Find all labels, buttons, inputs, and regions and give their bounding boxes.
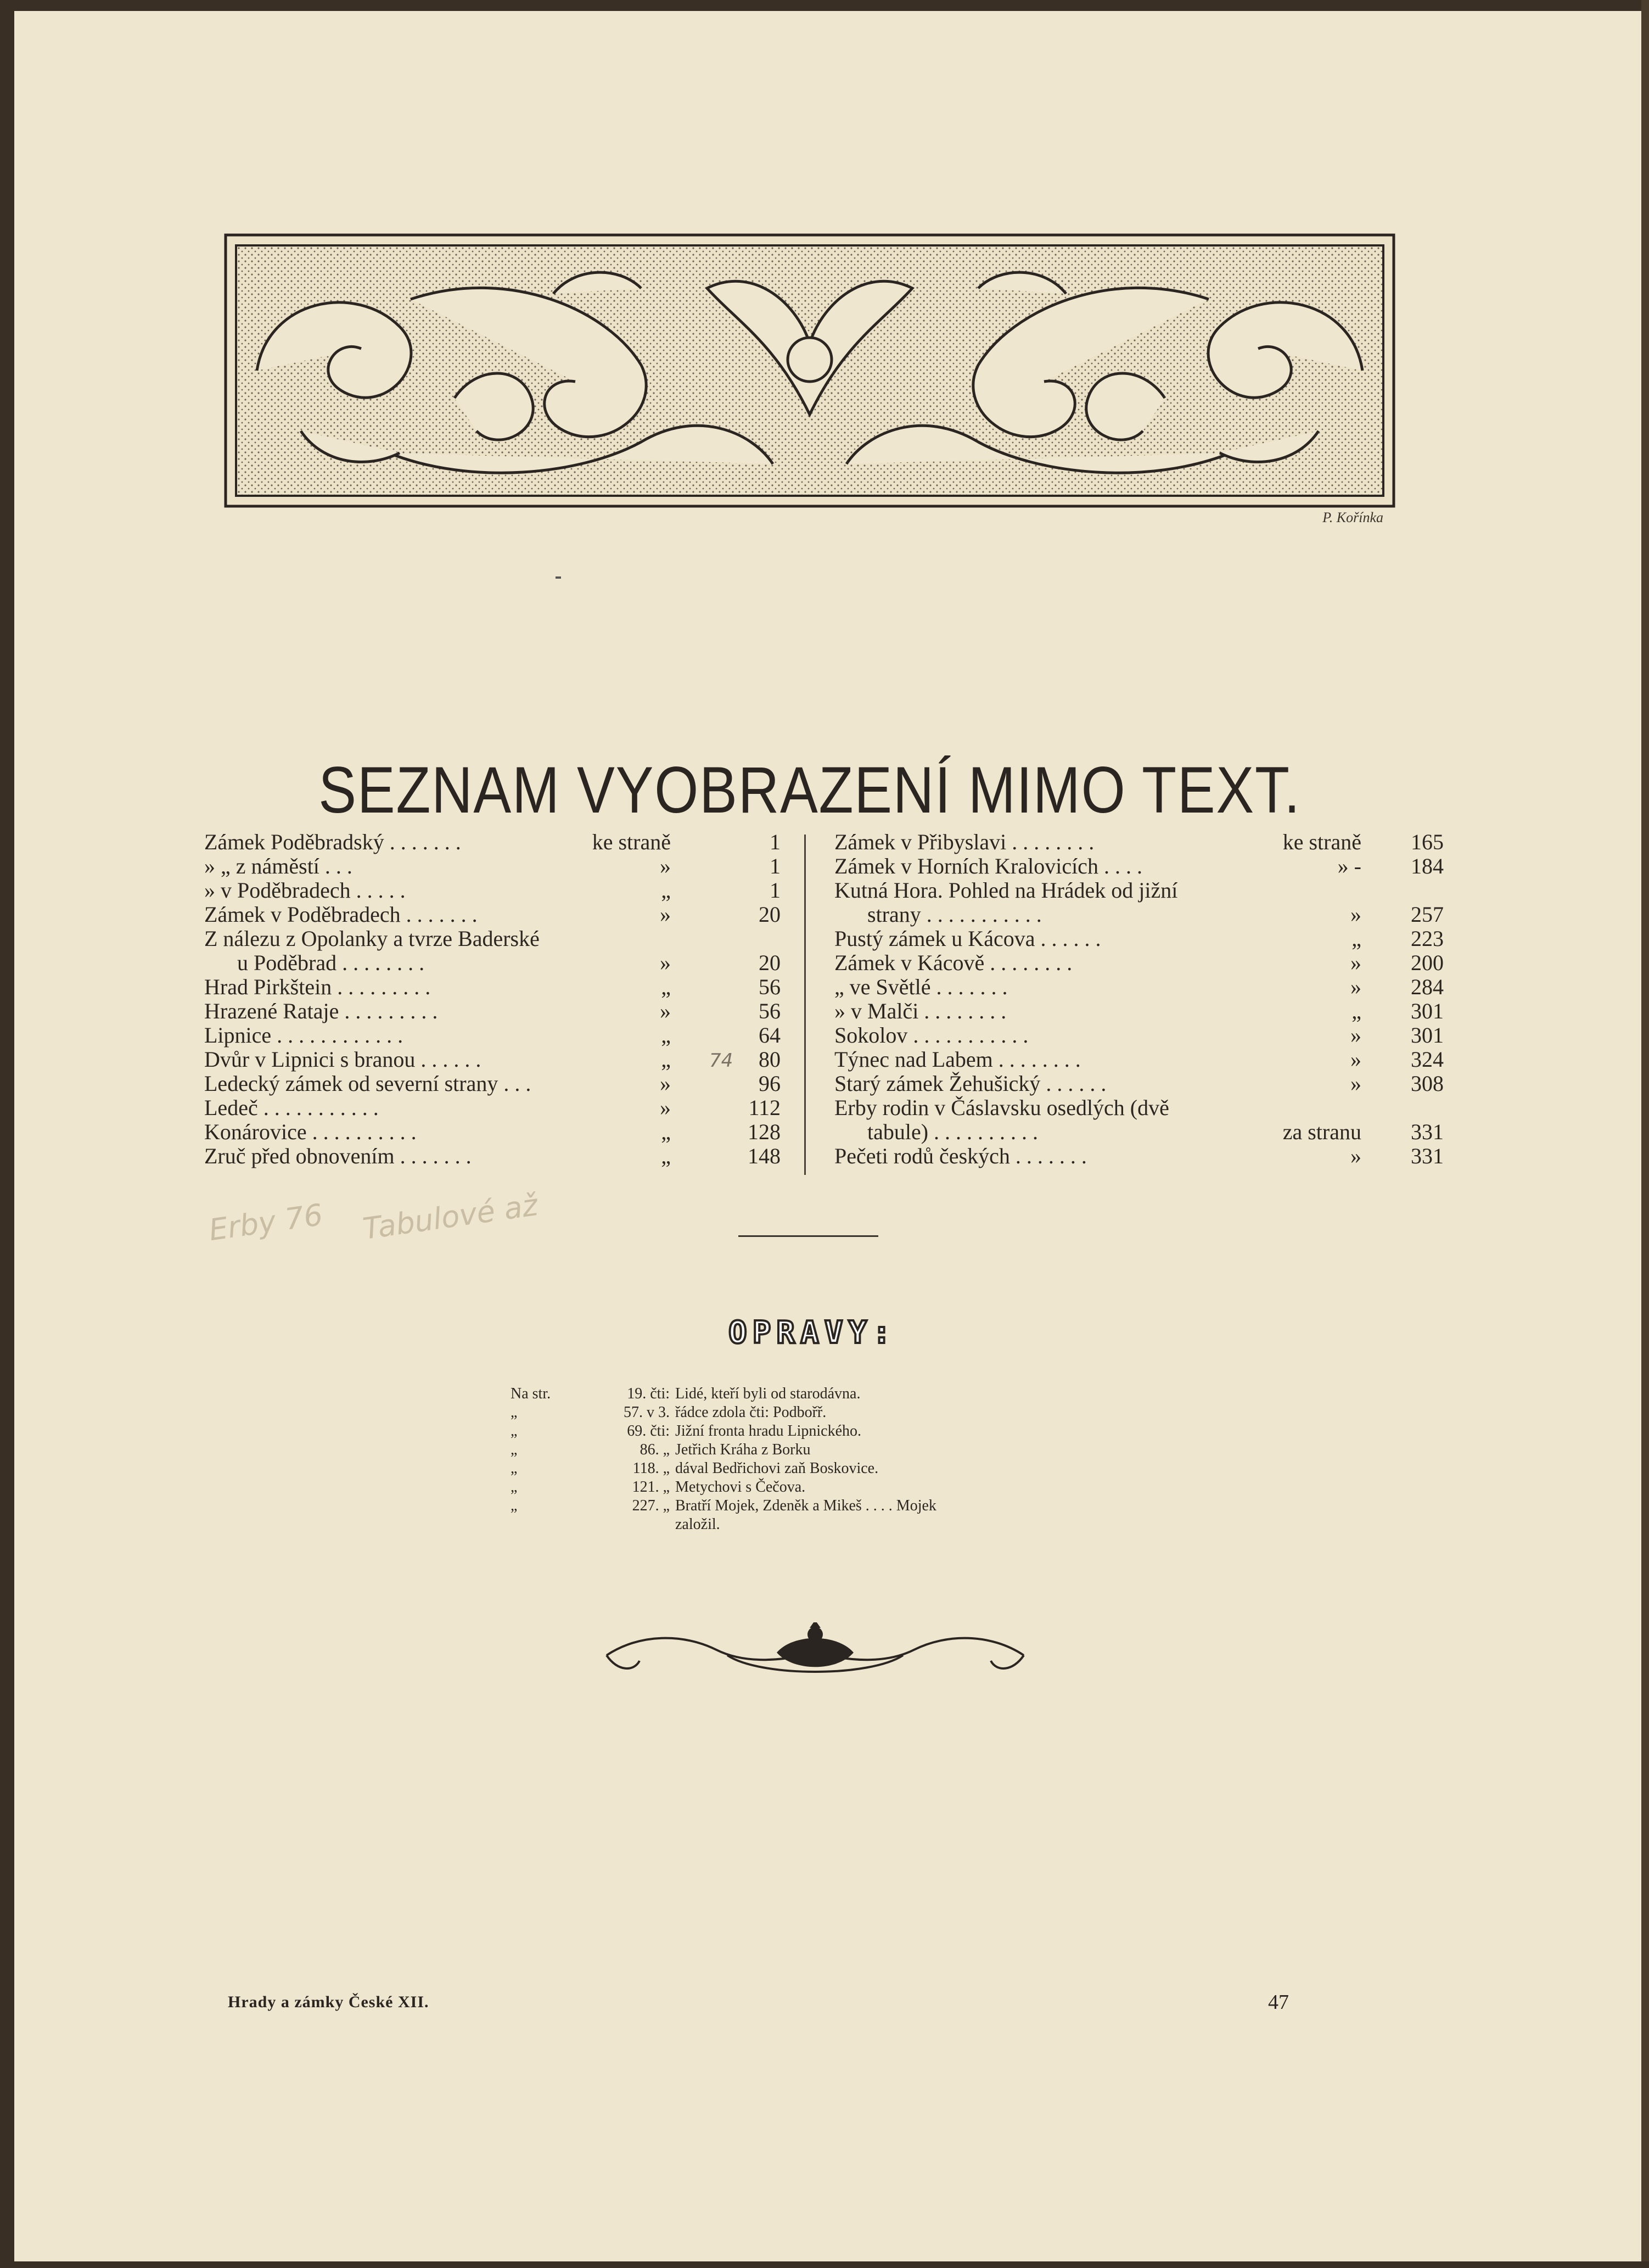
- list-item-page: 20: [759, 902, 781, 927]
- correction-row: [511, 1478, 1114, 1497]
- correction-prefix: „: [511, 1404, 518, 1421]
- list-item-page: 64: [759, 1023, 781, 1048]
- list-item-indicator: »: [1350, 1023, 1361, 1048]
- list-item-page: 200: [1411, 950, 1444, 975]
- list-item-title: tabule) . . . . . . . . . .: [867, 1119, 1039, 1144]
- corrections-list: [511, 1385, 1114, 1534]
- pencil-annotation-74: 74: [709, 1050, 733, 1072]
- list-item: [204, 1023, 781, 1048]
- page-edge-right: [1641, 0, 1649, 2268]
- list-item: [834, 1120, 1444, 1144]
- list-item-indicator: „: [661, 1119, 671, 1144]
- correction-page: 86. „: [640, 1441, 670, 1458]
- correction-page: 57. v 3.: [624, 1404, 670, 1421]
- list-right-column: [834, 830, 1444, 1168]
- list-item-page: 56: [759, 975, 781, 999]
- footer-title: Hrady a zámky České XII.: [228, 1993, 429, 2011]
- list-item-indicator: „: [661, 975, 671, 999]
- section-rule: [738, 1235, 878, 1237]
- list-item-page: 1: [770, 854, 781, 878]
- correction-page: 69. čti:: [627, 1423, 670, 1440]
- list-item-indicator: „: [1351, 999, 1361, 1023]
- list-item-title: Hrad Pirkštein . . . . . . . . .: [204, 975, 431, 999]
- list-item-title: Sokolov . . . . . . . . . . .: [834, 1023, 1029, 1048]
- list-item-page: 148: [748, 1144, 781, 1168]
- list-item: [204, 903, 781, 927]
- list-item-title: Starý zámek Žehušický . . . . . .: [834, 1071, 1107, 1096]
- list-item-page: 128: [748, 1119, 781, 1144]
- list-item-page: 257: [1411, 902, 1444, 927]
- list-item-title: „ ve Světlé . . . . . . .: [834, 975, 1008, 999]
- list-item-title: Zámek v Přibyslavi . . . . . . . .: [834, 830, 1095, 854]
- list-item: [204, 927, 781, 951]
- list-item-indicator: „: [661, 1023, 671, 1048]
- list-item: [204, 951, 781, 975]
- page-number: 47: [1268, 1991, 1289, 2014]
- list-item: [204, 830, 781, 854]
- correction-page: 118. „: [632, 1460, 670, 1477]
- list-item-indicator: »: [1350, 975, 1361, 999]
- list-item: [204, 999, 781, 1023]
- list-item-page: 331: [1411, 1119, 1444, 1144]
- decorative-flourish: [596, 1622, 1035, 1688]
- list-item-indicator: » -: [1337, 854, 1361, 878]
- list-item-indicator: »: [660, 950, 671, 975]
- list-item-title: Ledeč . . . . . . . . . . .: [204, 1095, 379, 1120]
- list-item-indicator: „: [661, 1047, 671, 1072]
- list-item-page: 223: [1411, 926, 1444, 951]
- list-item-title: strany . . . . . . . . . . .: [867, 902, 1042, 927]
- list-item: [204, 1048, 781, 1072]
- list-item-title: Ledecký zámek od severní strany . . .: [204, 1071, 531, 1096]
- page-edge-left: [0, 0, 14, 2268]
- list-item-title: » „ z náměstí . . .: [204, 854, 352, 878]
- list-item-title: Dvůr v Lipnici s branou . . . . . .: [204, 1047, 481, 1072]
- list-item-title: » v Poděbradech . . . . .: [204, 878, 406, 903]
- list-item-indicator: »: [660, 999, 671, 1023]
- list-item-page: 284: [1411, 975, 1444, 999]
- list-item-page: 56: [759, 999, 781, 1023]
- correction-prefix: „: [511, 1497, 518, 1514]
- list-item: [834, 1023, 1444, 1048]
- correction-row: [511, 1422, 1114, 1441]
- list-item-title: Zruč před obnovením . . . . . . .: [204, 1144, 472, 1168]
- list-item-indicator: »: [1350, 902, 1361, 927]
- list-item: [834, 903, 1444, 927]
- list-item-indicator: „: [1351, 926, 1361, 951]
- list-item-indicator: »: [660, 1095, 671, 1120]
- correction-text: Jetřich Kráha z Borku: [675, 1441, 811, 1458]
- list-item: [204, 1072, 781, 1096]
- ornamental-banner: [224, 233, 1395, 508]
- correction-prefix: Na str.: [511, 1385, 551, 1402]
- list-item-title: Zámek v Horních Kralovicích . . . .: [834, 854, 1142, 878]
- correction-row: [511, 1515, 1114, 1534]
- list-item-indicator: »: [660, 854, 671, 878]
- list-item-page: 301: [1411, 999, 1444, 1023]
- list-left-column: [204, 830, 781, 1168]
- list-item-page: 1: [770, 878, 781, 903]
- list-item-page: 112: [748, 1095, 781, 1120]
- column-divider: [804, 835, 806, 1175]
- list-item-title: » v Malči . . . . . . . .: [834, 999, 1007, 1023]
- list-item: [834, 1144, 1444, 1168]
- list-item-title: Lipnice . . . . . . . . . . . .: [204, 1023, 403, 1048]
- list-item: [834, 830, 1444, 854]
- correction-prefix: „: [511, 1460, 518, 1477]
- list-item-title: Z nálezu z Opolanky a tvrze Baderské: [204, 926, 540, 951]
- list-item-page: 331: [1411, 1144, 1444, 1168]
- correction-text: dával Bedřichovi zaň Boskovice.: [675, 1460, 879, 1477]
- correction-row: [511, 1497, 1114, 1515]
- correction-row: [511, 1459, 1114, 1478]
- correction-text: Lidé, kteří byli od starodávna.: [675, 1385, 861, 1402]
- correction-text: řádce zdola čti: Podbořř.: [675, 1404, 827, 1421]
- correction-row: [511, 1385, 1114, 1403]
- list-item-indicator: ke straně: [1282, 830, 1361, 854]
- list-item: [204, 1120, 781, 1144]
- list-item-indicator: »: [1350, 1144, 1361, 1168]
- correction-page: 121. „: [632, 1479, 670, 1496]
- correction-prefix: „: [511, 1479, 518, 1496]
- list-item-title: Zámek Poděbradský . . . . . . .: [204, 830, 461, 854]
- small-dash-mark: [556, 576, 561, 579]
- page-edge-bottom: [0, 2261, 1649, 2268]
- list-item-title: Erby rodin v Čáslavsku osedlých (dvě: [834, 1095, 1169, 1120]
- list-item-title: Zámek v Poděbradech . . . . . . .: [204, 902, 478, 927]
- list-item-indicator: „: [661, 1144, 671, 1168]
- list-item: [204, 854, 781, 878]
- correction-row: [511, 1441, 1114, 1459]
- correction-text: Bratří Mojek, Zdeněk a Mikeš . . . . Mojek: [675, 1497, 936, 1514]
- correction-row: [511, 1403, 1114, 1422]
- list-item: [834, 1096, 1444, 1120]
- list-item-title: Týnec nad Labem . . . . . . . .: [834, 1047, 1081, 1072]
- list-item-indicator: „: [661, 878, 671, 903]
- list-item-title: Zámek v Kácově . . . . . . . .: [834, 950, 1073, 975]
- list-item: [834, 951, 1444, 975]
- list-item-page: 301: [1411, 1023, 1444, 1048]
- list-item: [834, 1072, 1444, 1096]
- list-item-page: 96: [759, 1071, 781, 1096]
- list-item: [204, 878, 781, 903]
- list-item-indicator: za stranu: [1282, 1119, 1361, 1144]
- list-item-title: Pečeti rodů českých . . . . . . .: [834, 1144, 1087, 1168]
- list-item: [204, 1096, 781, 1120]
- page-edge-top: [0, 0, 1649, 11]
- list-item-title: u Poděbrad . . . . . . . .: [237, 950, 425, 975]
- list-item: [204, 975, 781, 999]
- list-item-page: 80: [759, 1047, 781, 1072]
- correction-page: 19. čti:: [627, 1385, 670, 1402]
- banner-signature: P. Kořínka: [1322, 509, 1383, 525]
- correction-prefix: „: [511, 1423, 518, 1440]
- list-item-title: Kutná Hora. Pohled na Hrádek od jižní: [834, 878, 1178, 903]
- page-title: SEZNAM VYOBRAZENÍ MIMO TEXT.: [318, 753, 1301, 827]
- list-item: [834, 854, 1444, 878]
- list-item-title: Hrazené Rataje . . . . . . . . .: [204, 999, 438, 1023]
- list-item-indicator: »: [660, 902, 671, 927]
- correction-prefix: „: [511, 1441, 518, 1458]
- correction-page: 227. „: [632, 1497, 670, 1514]
- list-item-page: 1: [770, 830, 781, 854]
- list-item: [834, 927, 1444, 951]
- list-item-page: 20: [759, 950, 781, 975]
- list-item-page: 324: [1411, 1047, 1444, 1072]
- list-item: [834, 878, 1444, 903]
- list-item: [834, 975, 1444, 999]
- list-item: [834, 1048, 1444, 1072]
- corrections-title: OPRAVY:: [728, 1315, 896, 1351]
- correction-text: založil.: [675, 1516, 720, 1533]
- list-item-indicator: »: [1350, 1047, 1361, 1072]
- list-item-indicator: »: [1350, 950, 1361, 975]
- list-item-indicator: »: [1350, 1071, 1361, 1096]
- list-item-indicator: »: [660, 1071, 671, 1096]
- list-item-title: Konárovice . . . . . . . . . .: [204, 1119, 417, 1144]
- list-item: [204, 1144, 781, 1168]
- correction-text: Jižní fronta hradu Lipnického.: [675, 1423, 862, 1440]
- list-item-indicator: ke straně: [592, 830, 671, 854]
- correction-text: Metychovi s Čečova.: [675, 1479, 806, 1496]
- list-item-title: Pustý zámek u Kácova . . . . . .: [834, 926, 1101, 951]
- list-item-page: 308: [1411, 1071, 1444, 1096]
- list-item-page: 165: [1411, 830, 1444, 854]
- pencil-annotation: Erby 76: [206, 1197, 325, 1248]
- list-item: [834, 999, 1444, 1023]
- pencil-annotation: Tabulové až: [361, 1187, 540, 1247]
- list-item-page: 184: [1411, 854, 1444, 878]
